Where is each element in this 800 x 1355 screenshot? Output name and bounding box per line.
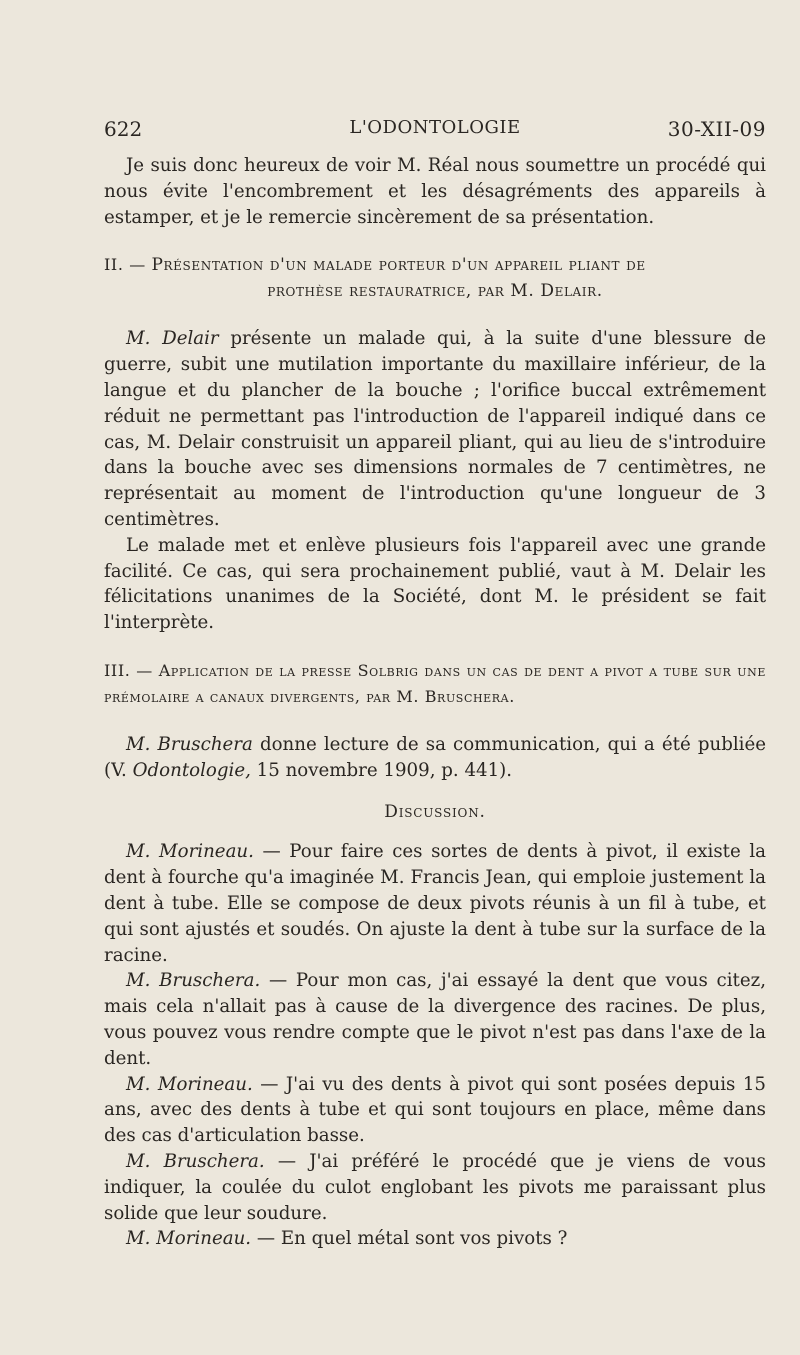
running-header <box>104 117 766 141</box>
discussion-paragraph <box>104 1072 766 1149</box>
paragraph-text: — J'ai vu des dents à pivot qui sont posées depuis 15 ans, avec des dents à tube et qui sont toujours en place, même dans des cas d'articulation basse. <box>104 1073 766 1147</box>
journal-title: L'ODONTOLOGIE <box>349 117 521 138</box>
speaker-name: M. Morineau. <box>126 1073 253 1095</box>
section-2-number: II. — <box>104 255 146 275</box>
discussion-paragraph <box>104 968 766 1071</box>
section-3-paragraph-1 <box>104 732 766 784</box>
speaker-name: M. Delair <box>126 328 219 350</box>
section-2-heading <box>104 252 766 304</box>
page-number: 622 <box>104 117 143 141</box>
intro-paragraph: Je suis donc heureux de voir M. Réal nous soumettre un procédé qui nous évite l'encombrement et les désagréments des appareils à estamper, et je le remercie sincèrement de sa présentation. <box>104 155 766 228</box>
speaker-name: M. Bruschera <box>126 733 253 755</box>
section-2-title-line1: Présentation d'un malade porteur d'un appareil pliant de <box>151 255 646 276</box>
discussion-paragraph <box>104 1149 766 1226</box>
section-3-number: III. — <box>104 660 153 680</box>
paragraph-text: présente un malade qui, à la suite d'une blessure de guerre, subit une mutilation importante du maxillaire inférieur, de la langue et du plancher de la bouche ; l'orifice buccal extrêmement réduit ne permettant pas l'introduction de l'appareil indiqué dans ce cas, M. Delair construisit un appareil pliant, qui au lieu de s'introduire dans la bouche avec ses dimensions normales de 7 centimètres, ne représentait au moment de l'introduction qu'une longueur de 3 centimètres. <box>104 328 767 530</box>
journal-reference: Odontologie, <box>132 759 251 781</box>
section-2-title-line2: prothèse restauratrice, par M. Delair. <box>267 281 603 302</box>
speaker-name: M. Bruschera. <box>126 1150 265 1172</box>
section-3-heading <box>104 658 766 710</box>
paragraph-text: — En quel métal sont vos pivots ? <box>251 1228 568 1250</box>
paragraph-text: donne lecture de sa communication, qui a été publiée (V. <box>104 733 767 781</box>
paragraph-text: — Pour faire ces sortes de dents à pivot, il existe la dent à fourche qu'a imaginée M. Francis Jean, qui emploie justement la dent à tube. Elle se compose de deux pivots réunis à un fil à tube, et qui sont ajustés et soudés. On ajuste la dent à tube sur la surface de la racine. <box>104 841 766 966</box>
section-2-paragraph-2: Le malade met et enlève plusieurs fois l'appareil avec une grande facilité. Ce cas, qui sera prochainement publié, vaut à M. Delair les félicitations unanimes de la Société, dont M. le président se fait l'interprète. <box>104 534 766 634</box>
discussion-heading: Discussion. <box>384 801 486 822</box>
section-3-title: Application de la presse Solbrig dans un cas de dent a pivot a tube sur une prémolaire a canaux divergents, par M. Bruschera. <box>104 660 767 706</box>
page-body <box>104 153 766 1252</box>
discussion-paragraph <box>104 1226 766 1252</box>
paragraph-text: — J'ai préféré le procédé que je viens de vous indiquer, la coulée du culot englobant les pivots me paraissant plus solide que leur soudure. <box>104 1150 767 1224</box>
issue-date: 30-XII-09 <box>667 117 766 141</box>
speaker-name: M. Morineau. <box>126 1228 252 1250</box>
discussion-paragraph <box>104 839 766 968</box>
paragraph-text: 15 novembre 1909, p. 441). <box>250 759 513 781</box>
speaker-name: M. Bruschera. <box>126 970 261 992</box>
section-2-paragraph-1 <box>104 326 766 532</box>
paragraph-text: — Pour mon cas, j'ai essayé la dent que vous citez, mais cela n'allait pas à cause de la divergence des racines. De plus, vous pouvez vous rendre compte que le pivot n'est pas dans l'axe de la dent. <box>104 970 766 1069</box>
speaker-name: M. Morineau. <box>126 841 254 863</box>
